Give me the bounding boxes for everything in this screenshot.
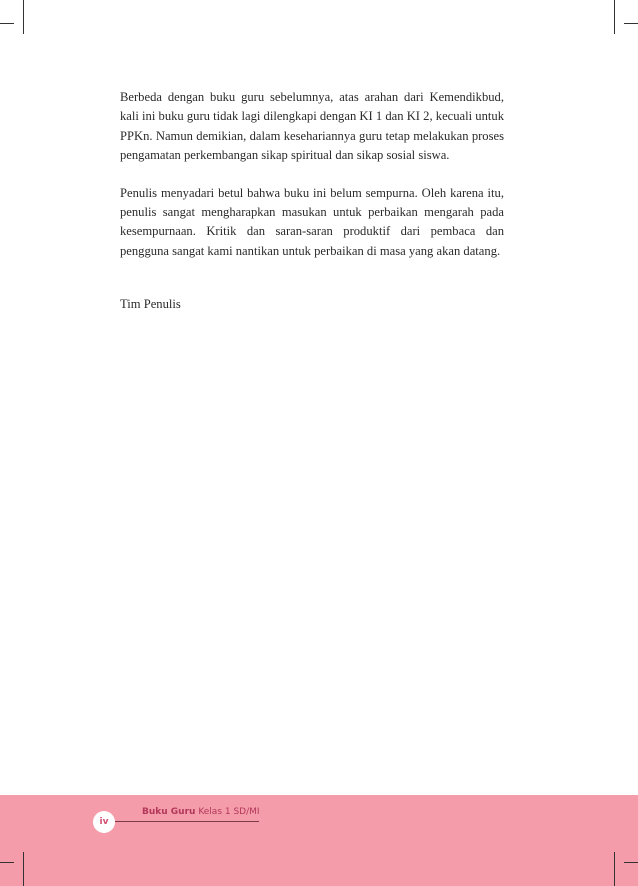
crop-mark-top-right-h [624, 23, 638, 24]
crop-mark-bottom-right-h [624, 862, 638, 863]
crop-mark-bottom-right-v [614, 852, 615, 886]
crop-mark-top-left-h [0, 23, 14, 24]
footer-book-title [142, 807, 260, 817]
paragraph-1: Berbeda dengan buku guru sebelumnya, atas arahan dari Kemendikbud, kali ini buku guru tidak lagi dilengkapi dengan KI 1 dan KI 2, kecuali untuk PPKn. Namun demikian, dalam kesehariannya guru tetap melakukan proses pengamatan perkembangan sikap spiritual dan sikap sosial siswa. [120, 90, 504, 163]
footer-rule [115, 821, 259, 822]
footer-title-bold: Buku Guru [142, 807, 196, 817]
crop-mark-bottom-left-v [23, 852, 24, 886]
footer-band [0, 795, 638, 886]
page-content [120, 88, 504, 315]
crop-mark-bottom-left-h [0, 862, 14, 863]
page-number: iv [99, 817, 109, 827]
crop-mark-top-left-v [23, 0, 24, 34]
page-number-badge [93, 811, 115, 833]
footer-title-rest: Kelas 1 SD/MI [198, 807, 260, 817]
crop-mark-top-right-v [614, 0, 615, 34]
signature: Tim Penulis [120, 297, 181, 312]
paragraph-2: Penulis menyadari betul bahwa buku ini belum sempurna. Oleh karena itu, penulis sangat mengharapkan masukan untuk perbaikan mengarah pada kesempurnaan. Kritik dan saran-saran produktif dari pembaca dan pengguna sangat kami nantikan untuk perbaikan di masa yang akan datang. [120, 185, 504, 258]
